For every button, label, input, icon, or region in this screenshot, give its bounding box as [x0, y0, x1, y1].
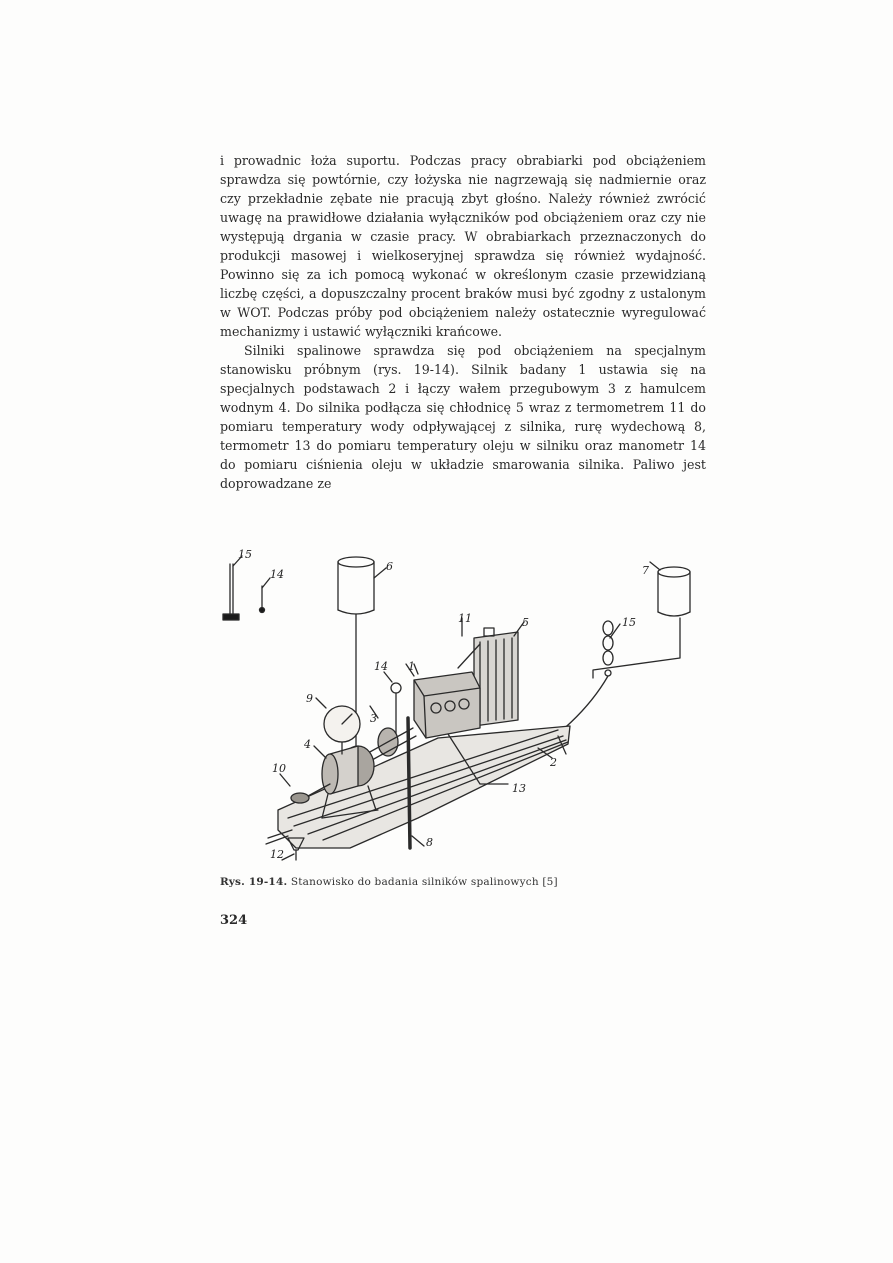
- callout-14-left: 14: [270, 568, 284, 581]
- engine-test-stand-figure: [218, 548, 698, 870]
- callout-13: 13: [512, 782, 526, 795]
- stand-thermometer-15: [223, 556, 242, 620]
- dial-gauge-9: [316, 698, 360, 754]
- callout-8: 8: [426, 836, 433, 849]
- callout-3: 3: [370, 712, 377, 725]
- callout-5: 5: [522, 616, 529, 629]
- test-bed-base-2: [278, 726, 570, 848]
- engine-test-stand-drawing: [218, 548, 698, 870]
- callout-15-left: 15: [238, 548, 252, 561]
- callout-7: 7: [642, 564, 649, 577]
- page-number: 324: [220, 913, 248, 928]
- caption-prefix: Rys. 19-14.: [220, 876, 288, 888]
- engine-1: [406, 664, 480, 738]
- callout-11: 11: [458, 612, 472, 625]
- paragraph-1: i prowadnic łoża suportu. Podczas pracy obrabiarki pod obciążeniem sprawdza się powtórnie, czy łożyska nie nagrzewają się nadmiernie oraz czy przekładnie zębate nie pracują zbyt głośno. Należy również zwrócić uwagę na prawidłowe działania wyłączników pod obciążeniem oraz czy nie występują drgania w czasie pracy. W obrabiarkach przeznaczonych do produkcji masowej i wielkoseryjnej sprawdza się również wydajność. Powinno się za ich pomocą wykonać w określonym czasie przewidzianą liczbę części, a dopuszczalny procent braków musi być zgodny z ustalonym w WOT. Podczas próby pod obciążeniem należy ostatecznie wyregulować mechanizmy i ustawić wyłączniki krańcowe.: [220, 153, 706, 339]
- paragraph-2: Silniki spalinowe sprawdza się pod obciążeniem na specjalnym stanowisku próbnym (rys. 19-14). Silnik badany 1 ustawia się na specjalnych podstawach 2 i łączy wałem przegubowym 3 z hamulcem wodnym 4. Do silnika podłącza się chłodnicę 5 wraz z termometrem 11 do pomiaru temperatury wody odpływającej z silnika, rurę wydechową 8, termometr 13 do pomiaru temperatury oleju w silniku oraz manometr 14 do pomiaru ciśnienia oleju w układzie smarowania silnika. Paliwo jest doprowadzane ze: [220, 343, 706, 491]
- radiator-5: [474, 622, 524, 726]
- small-gauge-14: [260, 578, 271, 613]
- callout-1: 1: [408, 660, 415, 673]
- callout-2: 2: [550, 756, 557, 769]
- callout-10: 10: [272, 762, 286, 775]
- callout-9: 9: [306, 692, 313, 705]
- caption-text: Stanowisko do badania silników spalinowych [5]: [287, 876, 558, 888]
- callout-4: 4: [304, 738, 311, 751]
- callout-6: 6: [386, 560, 393, 573]
- tank-7: [593, 562, 690, 678]
- callout-15-right: 15: [622, 616, 636, 629]
- callout-12: 12: [270, 848, 284, 861]
- figure-caption: [220, 876, 700, 888]
- body-text: [220, 151, 706, 493]
- callout-14: 14: [374, 660, 388, 673]
